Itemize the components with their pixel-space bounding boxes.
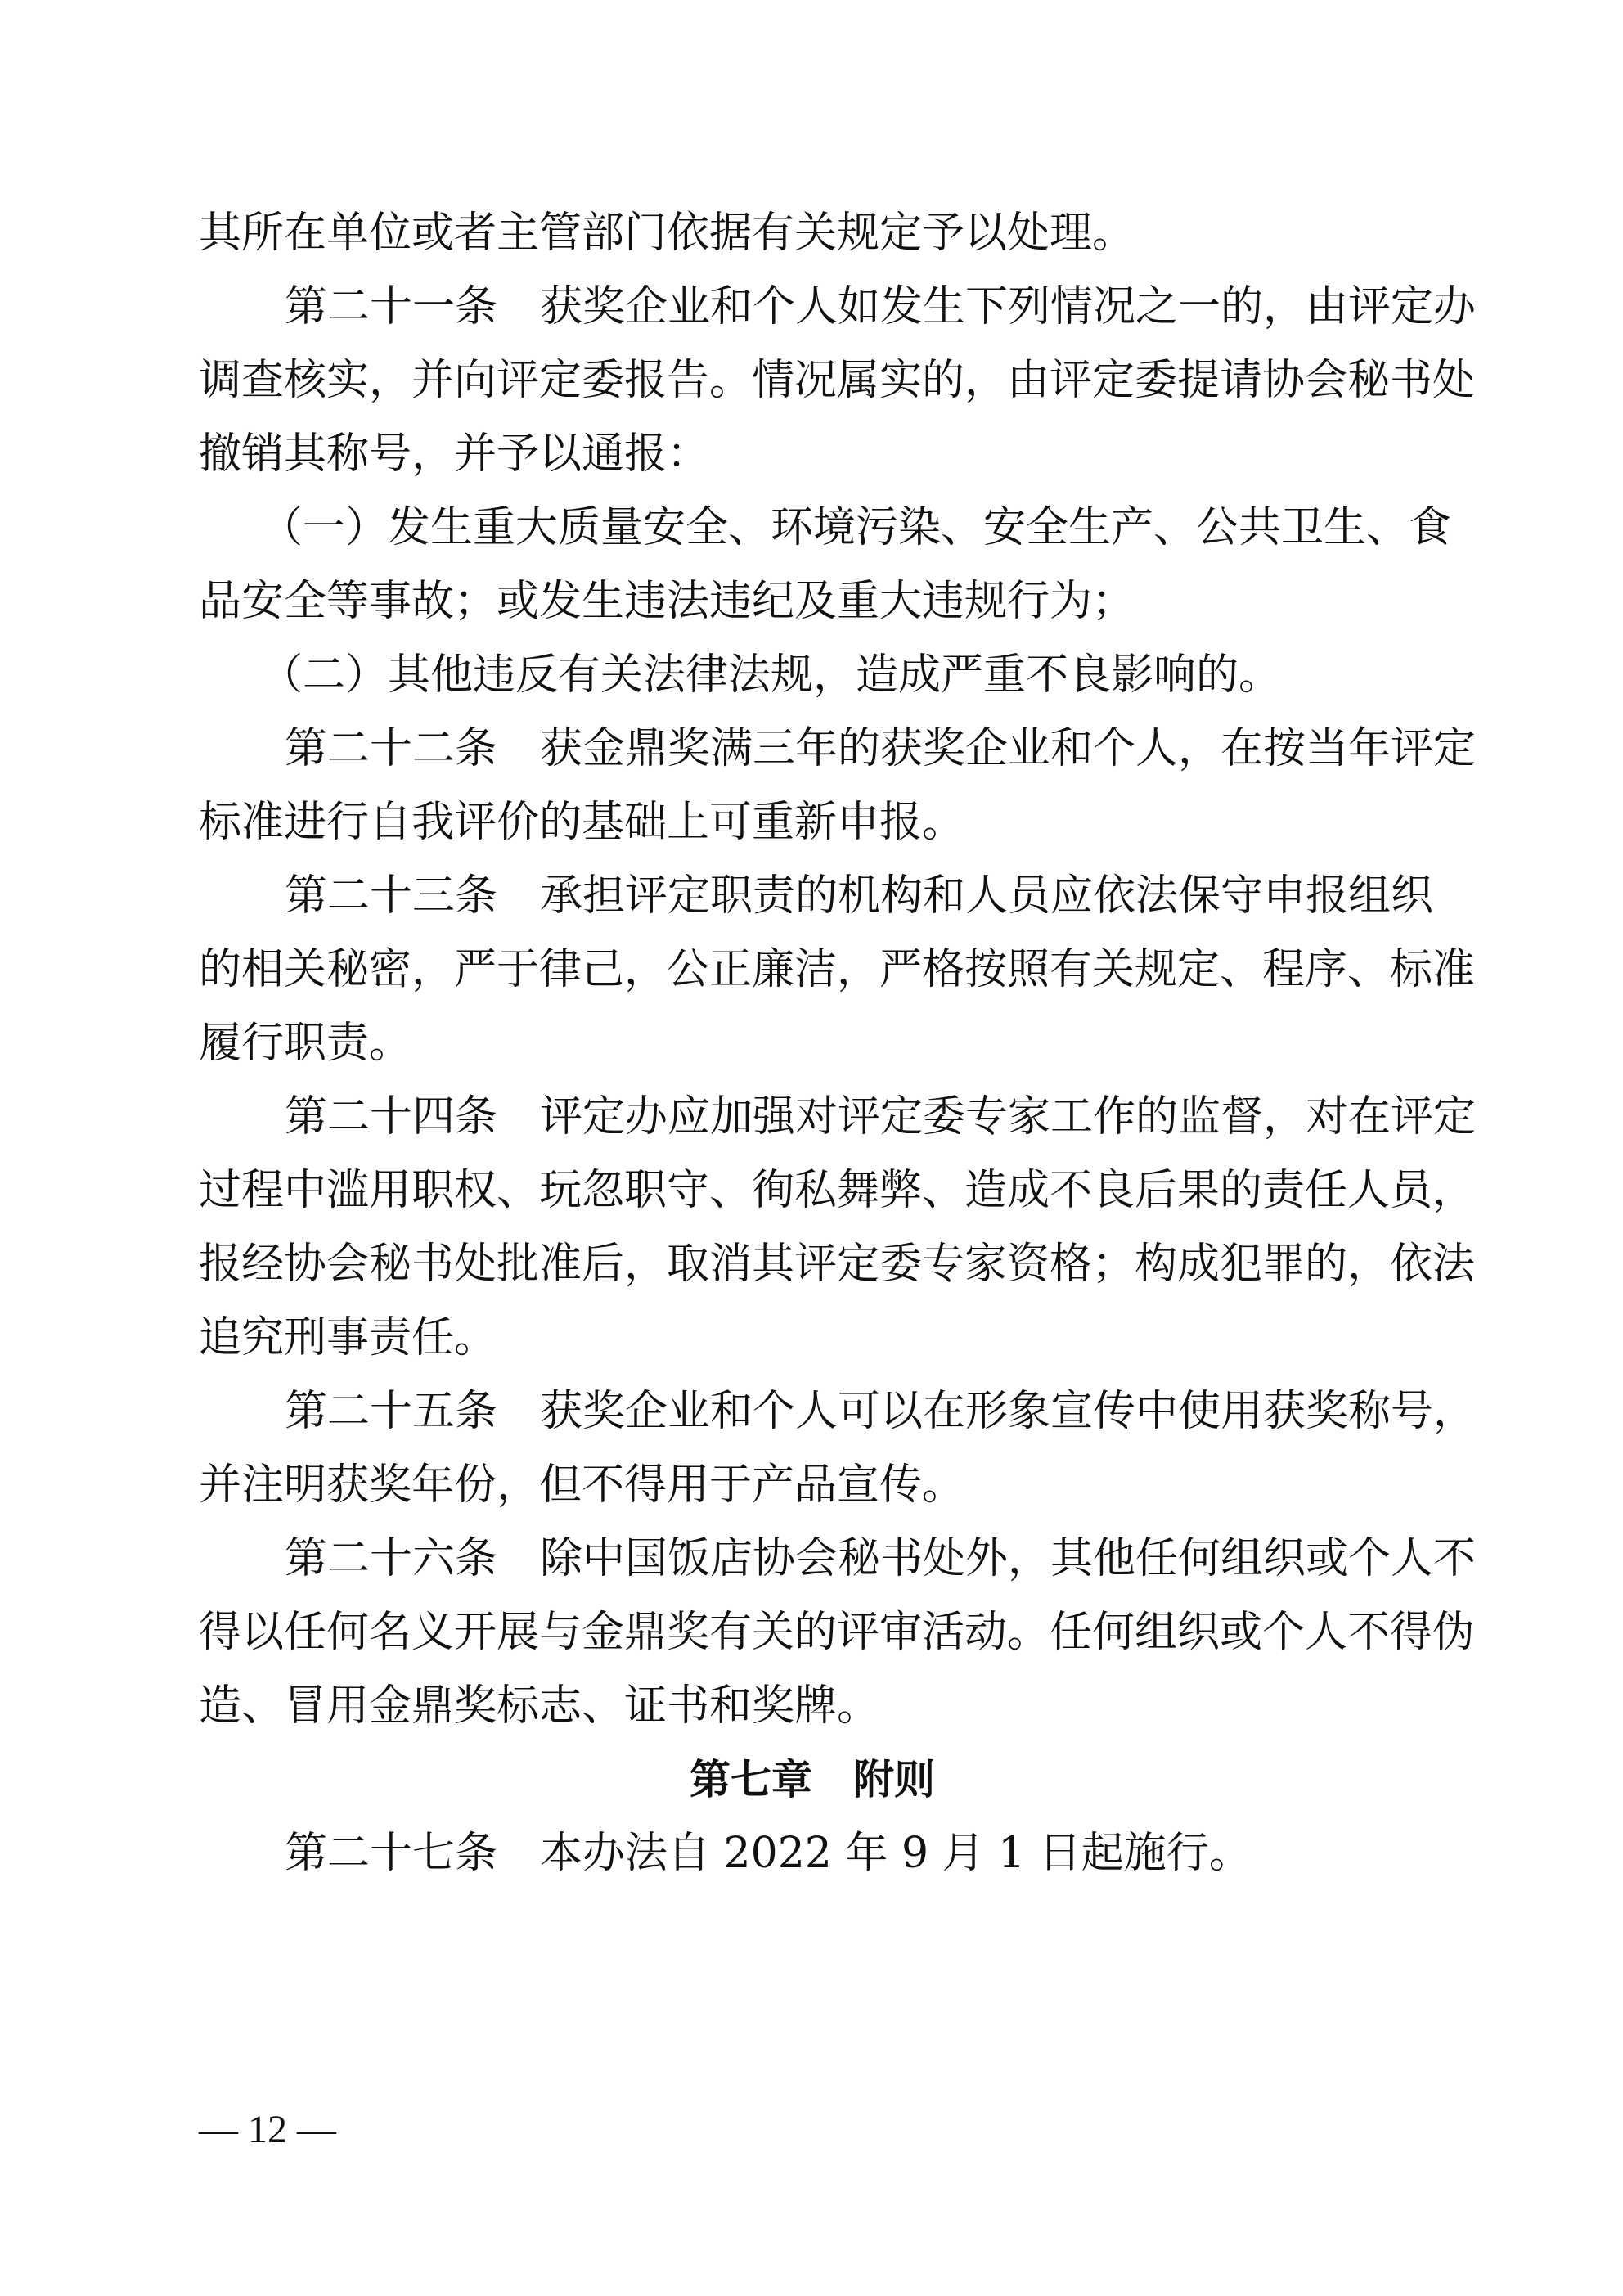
page-number: — 12 — bbox=[199, 2108, 336, 2151]
list-item-1-line: （一）发生重大质量安全、环境污染、安全生产、公共卫生、食 bbox=[260, 503, 1452, 552]
article-21-line bbox=[285, 270, 1476, 344]
article-23-text: 承担评定职责的机构和人员应依法保守申报组织 bbox=[540, 871, 1434, 921]
article-22-number: 第二十二条 bbox=[285, 724, 498, 773]
text-line: 得以任何名义开展与金鼎奖有关的评审活动。任何组织或个人不得伪 bbox=[199, 1608, 1476, 1657]
article-21-text: 获奖企业和个人如发生下列情况之一的，由评定办 bbox=[540, 282, 1477, 331]
article-27-text: 本办法自 2022 年 9 月 1 日起施行。 bbox=[540, 1829, 1252, 1878]
article-27-line bbox=[285, 1817, 1252, 1890]
text-line: 其所在单位或者主管部门依据有关规定予以处理。 bbox=[199, 209, 1135, 258]
article-23-number: 第二十三条 bbox=[285, 871, 498, 921]
text-line: 追究刑事责任。 bbox=[199, 1313, 497, 1362]
text-line: 造、冒用金鼎奖标志、证书和奖牌。 bbox=[199, 1681, 880, 1731]
article-26-line bbox=[285, 1522, 1476, 1596]
article-26-text: 除中国饭店协会秘书处外，其他任何组织或个人不 bbox=[540, 1534, 1477, 1583]
article-25-line bbox=[285, 1375, 1476, 1448]
text-line: 过程中滥用职权、玩忽职守、徇私舞弊、造成不良后果的责任人员， bbox=[199, 1166, 1476, 1215]
article-24-line bbox=[285, 1080, 1476, 1154]
article-21-number: 第二十一条 bbox=[285, 282, 498, 331]
article-25-number: 第二十五条 bbox=[285, 1387, 498, 1436]
text-line: 的相关秘密，严于律己，公正廉洁，严格按照有关规定、程序、标准 bbox=[199, 945, 1476, 994]
chapter-heading: 第七章 附则 bbox=[690, 1756, 935, 1803]
text-line: 撤销其称号，并予以通报： bbox=[199, 430, 710, 479]
list-item-2-line: （二）其他违反有关法律法规，造成严重不良影响的。 bbox=[260, 651, 1282, 700]
article-22-text: 获金鼎奖满三年的获奖企业和个人，在按当年评定 bbox=[540, 724, 1477, 773]
text-line: 履行职责。 bbox=[199, 1019, 412, 1068]
article-24-number: 第二十四条 bbox=[285, 1092, 498, 1141]
article-22-line bbox=[285, 712, 1476, 786]
text-line: 品安全等事故；或发生违法违纪及重大违规行为； bbox=[199, 577, 1135, 626]
article-24-text: 评定办应加强对评定委专家工作的监督，对在评定 bbox=[540, 1092, 1477, 1141]
article-23-line bbox=[285, 859, 1433, 933]
article-26-number: 第二十六条 bbox=[285, 1534, 498, 1583]
article-27-number: 第二十七条 bbox=[285, 1829, 498, 1878]
text-line: 报经协会秘书处批准后，取消其评定委专家资格；构成犯罪的，依法 bbox=[199, 1240, 1476, 1289]
text-line: 并注明获奖年份，但不得用于产品宣传。 bbox=[199, 1461, 965, 1510]
text-line: 调查核实，并向评定委报告。情况属实的，由评定委提请协会秘书处 bbox=[199, 356, 1476, 405]
article-25-text: 获奖企业和个人可以在形象宣传中使用获奖称号， bbox=[540, 1387, 1477, 1436]
text-line: 标准进行自我评价的基础上可重新申报。 bbox=[199, 798, 965, 847]
